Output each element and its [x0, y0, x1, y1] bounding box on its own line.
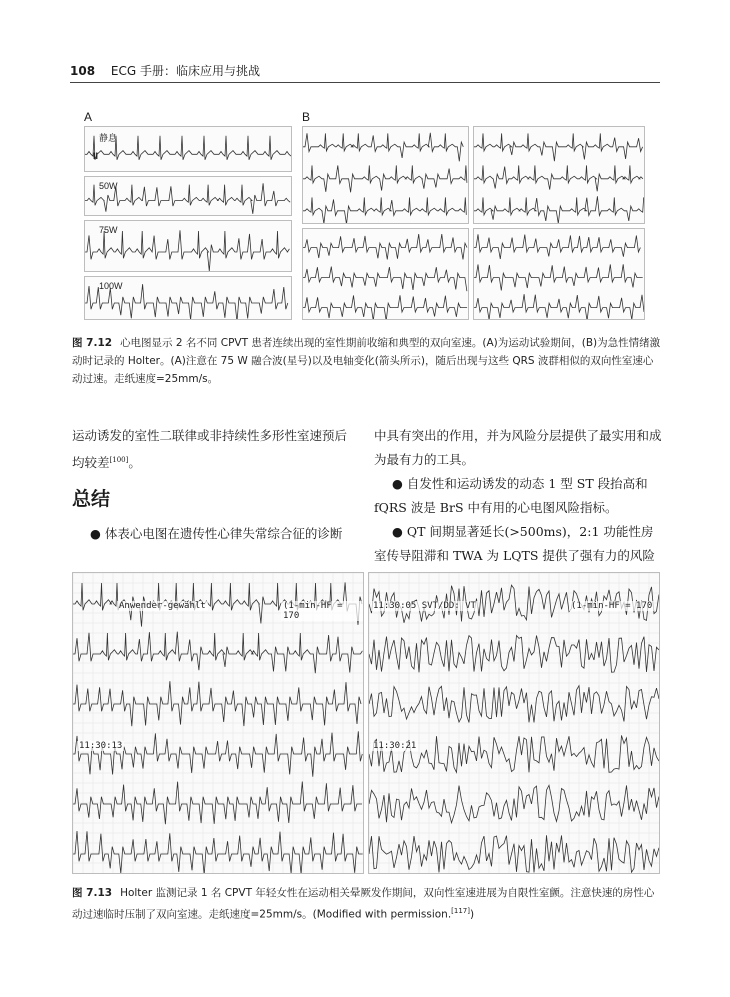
- ecg-panel-b-1: [302, 126, 469, 224]
- caption-text: 心电图显示 2 名不同 CPVT 患者连续出现的室性期前收缩和典型的双向室速。(A)为运动试验期间，(B)为急性情绪激动时记录的 Holter。(A)注意在 75 W 融合波(星号)以及电轴变化(箭头所示)，随后出现与这些 QRS 波群相似的双向性室速心动过速。走纸速度=25mm/s。: [72, 337, 661, 385]
- ecg-trace: [369, 686, 659, 723]
- ecg-trace: [303, 165, 467, 192]
- caption-text-713: Holter 监测记录 1 名 CPVT 年轻女性在运动相关晕厥发作期间，双向性室速进展为自限性室颤。注意快速的房性心动过速临时压制了双向室速。走纸速度=25mm/s。(Modified with permission.: [72, 887, 655, 921]
- ecg-trace: [73, 831, 363, 873]
- running-header: [70, 62, 660, 83]
- ecg-trace: [474, 133, 643, 161]
- holter-left-time: 11:30:13: [79, 741, 123, 751]
- holter-left-hr: (1-min-HF = 170: [281, 601, 363, 621]
- strip-label-50w: 50W: [99, 181, 118, 191]
- holter-right-title: 11:30:05 SVT/DD: VT: [373, 601, 476, 611]
- holter-right-time: 11:30:21: [373, 741, 417, 751]
- panel-b-letter: B: [302, 110, 311, 124]
- ecg-panel-b-2: [473, 126, 645, 224]
- panel-a-letter: A: [84, 110, 93, 124]
- holter-left: [72, 572, 364, 874]
- ecg-trace: [73, 681, 361, 726]
- ecg-trace: [474, 165, 643, 191]
- caption-label-713: 图 7.13: [72, 887, 113, 899]
- ecg-trace: [369, 835, 659, 872]
- right-bullet-2: ● QT 间期显著延长(>500ms)，2:1 功能性房室传导阻滞和 TWA 为 LQTS 提供了强有力的风险: [374, 524, 655, 563]
- ecg-trace: [303, 295, 467, 319]
- ecg-trace: [303, 197, 466, 223]
- ecg-trace: [85, 230, 289, 271]
- ecg-panel-b-3: [302, 228, 469, 320]
- ecg-strip-rest: [84, 126, 292, 172]
- ecg-panel-b-4: [473, 228, 645, 320]
- ecg-trace: [369, 636, 659, 673]
- figure-7-13-caption: [72, 884, 662, 924]
- ecg-trace: [73, 632, 362, 674]
- ecg-strip-75w: [84, 220, 292, 272]
- ecg-trace: [369, 785, 659, 823]
- holter-right: [368, 572, 660, 874]
- section-heading: 总结: [72, 488, 111, 510]
- ecg-trace: [303, 267, 467, 292]
- caption-label: 图 7.12: [72, 337, 113, 349]
- holter-right-hr: (1-min-HF = 170: [571, 601, 653, 611]
- ecg-trace: [73, 731, 362, 776]
- left-paragraph-end: 。: [128, 455, 141, 471]
- right-bullet-1: ● 自发性和运动诱发的动态 1 型 ST 段抬高和 fQRS 波是 BrS 中有用的心电图风险指标。: [374, 476, 648, 515]
- caption-end-713: ): [469, 908, 475, 921]
- left-paragraph: [72, 424, 357, 475]
- ecg-trace: [474, 196, 644, 223]
- ecg-strip-50w: [84, 176, 292, 216]
- running-title: ECG 手册：临床应用与挑战: [110, 64, 260, 78]
- left-bullet: ● 体表心电图在遗传性心律失常综合征的诊断: [90, 526, 343, 541]
- ref-117: [117]: [451, 907, 470, 915]
- strip-label-75w: 75W: [99, 225, 118, 235]
- ecg-strip-100w: [84, 276, 292, 320]
- ecg-trace: [303, 234, 467, 259]
- strip-label-100w: 100W: [99, 281, 123, 291]
- ecg-trace: [474, 264, 643, 290]
- lead-label: II: [93, 151, 99, 161]
- ecg-trace: [474, 294, 644, 319]
- ref-100: [100]: [109, 456, 129, 464]
- strip-label-rest: 静息: [99, 133, 118, 143]
- left-paragraph-text: 运动诱发的室性二联律或非持续性多形性室速预后均较差: [72, 428, 348, 471]
- holter-left-title: Anwender-gewählt: [119, 601, 206, 611]
- figure-7-12-caption: [72, 334, 662, 388]
- right-paragraph: 中具有突出的作用，并为风险分层提供了最实用和成为最有力的工具。: [374, 428, 662, 467]
- page-number: 108: [70, 64, 96, 78]
- ecg-trace: [474, 234, 640, 259]
- ecg-trace: [303, 133, 463, 162]
